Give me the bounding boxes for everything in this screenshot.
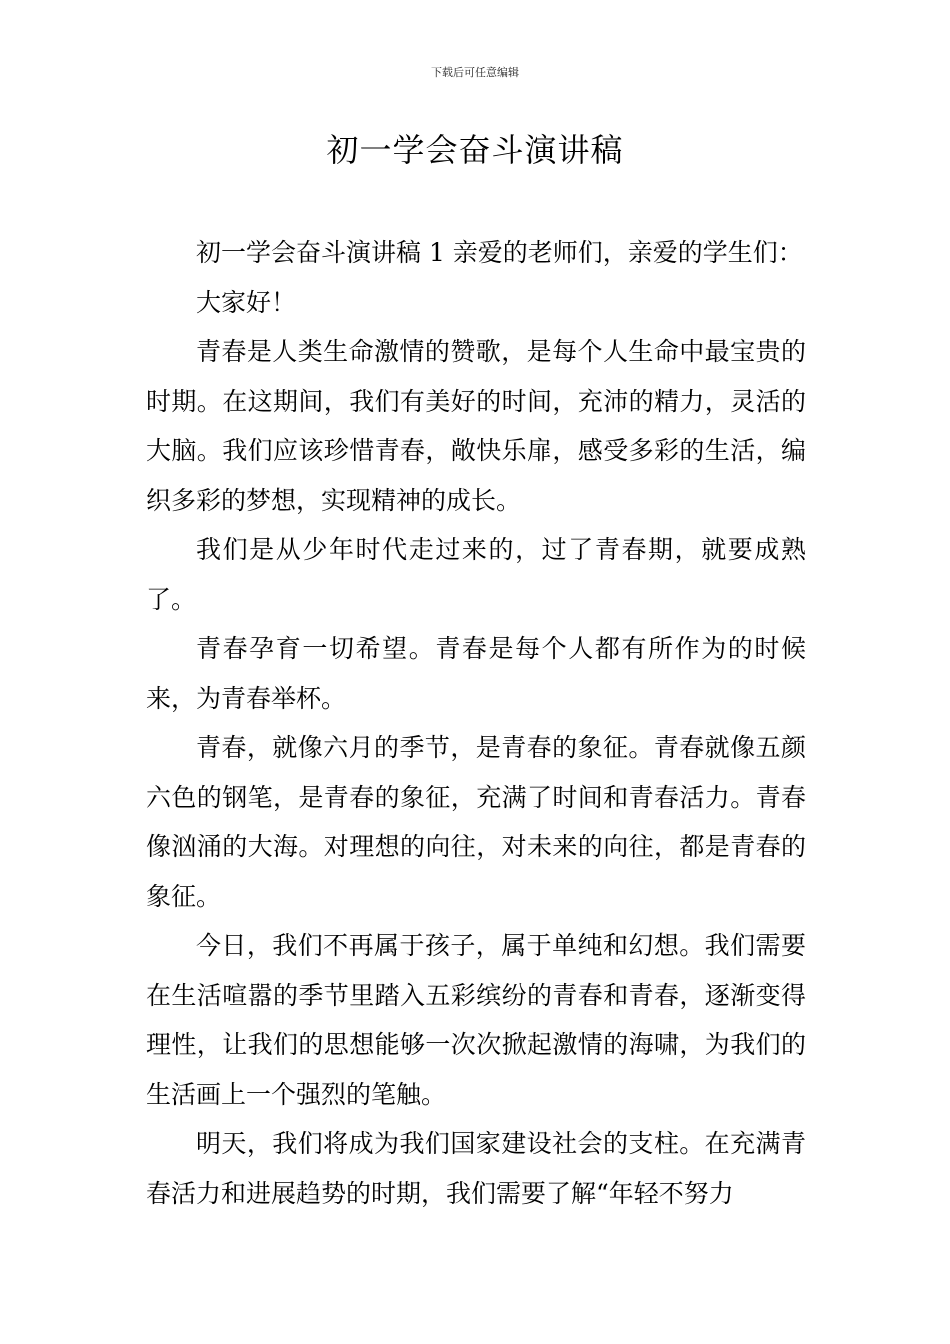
paragraph-hello: 大家好！	[196, 287, 297, 317]
paragraph: 青春，就像六月的季节，是青春的象征。青春就像五颜六色的钢笔，是青春的象征，充满了时间和青春活力。青春像汹涌的大海。对理想的向往，对未来的向往，都是青春的象征。	[146, 733, 806, 911]
document-body	[146, 228, 806, 1218]
paragraph: 明天，我们将成为我们国家建设社会的支柱。在充满青春活力和进展趋势的时期，我们需要了解“年轻不努力	[146, 1129, 806, 1208]
paragraph: 青春是人类生命激情的赞歌，是每个人生命中最宝贵的时期。在这期间，我们有美好的时间，充沛的精力，灵活的大脑。我们应该珍惜青春，敞快乐扉，感受多彩的生活，编织多彩的梦想，实现精神的成长。	[146, 337, 806, 515]
paragraph: 我们是从少年时代走过来的，过了青春期，就要成熟了。	[146, 535, 806, 614]
document-title: 初一学会奋斗演讲稿	[326, 131, 624, 169]
paragraph-greeting: 初一学会奋斗演讲稿 1 亲爱的老师们，亲爱的学生们：	[196, 238, 803, 267]
paragraph: 今日，我们不再属于孩子，属于单纯和幻想。我们需要在生活喧嚣的季节里踏入五彩缤纷的青春和青春，逐渐变得理性，让我们的思想能够一次次掀起激情的海啸，为我们的生活画上一个强烈的笔触。	[146, 931, 806, 1109]
header-note: 下载后可任意编辑	[431, 66, 519, 79]
paragraph: 青春孕育一切希望。青春是每个人都有所作为的时候来，为青春举杯。	[146, 634, 806, 713]
